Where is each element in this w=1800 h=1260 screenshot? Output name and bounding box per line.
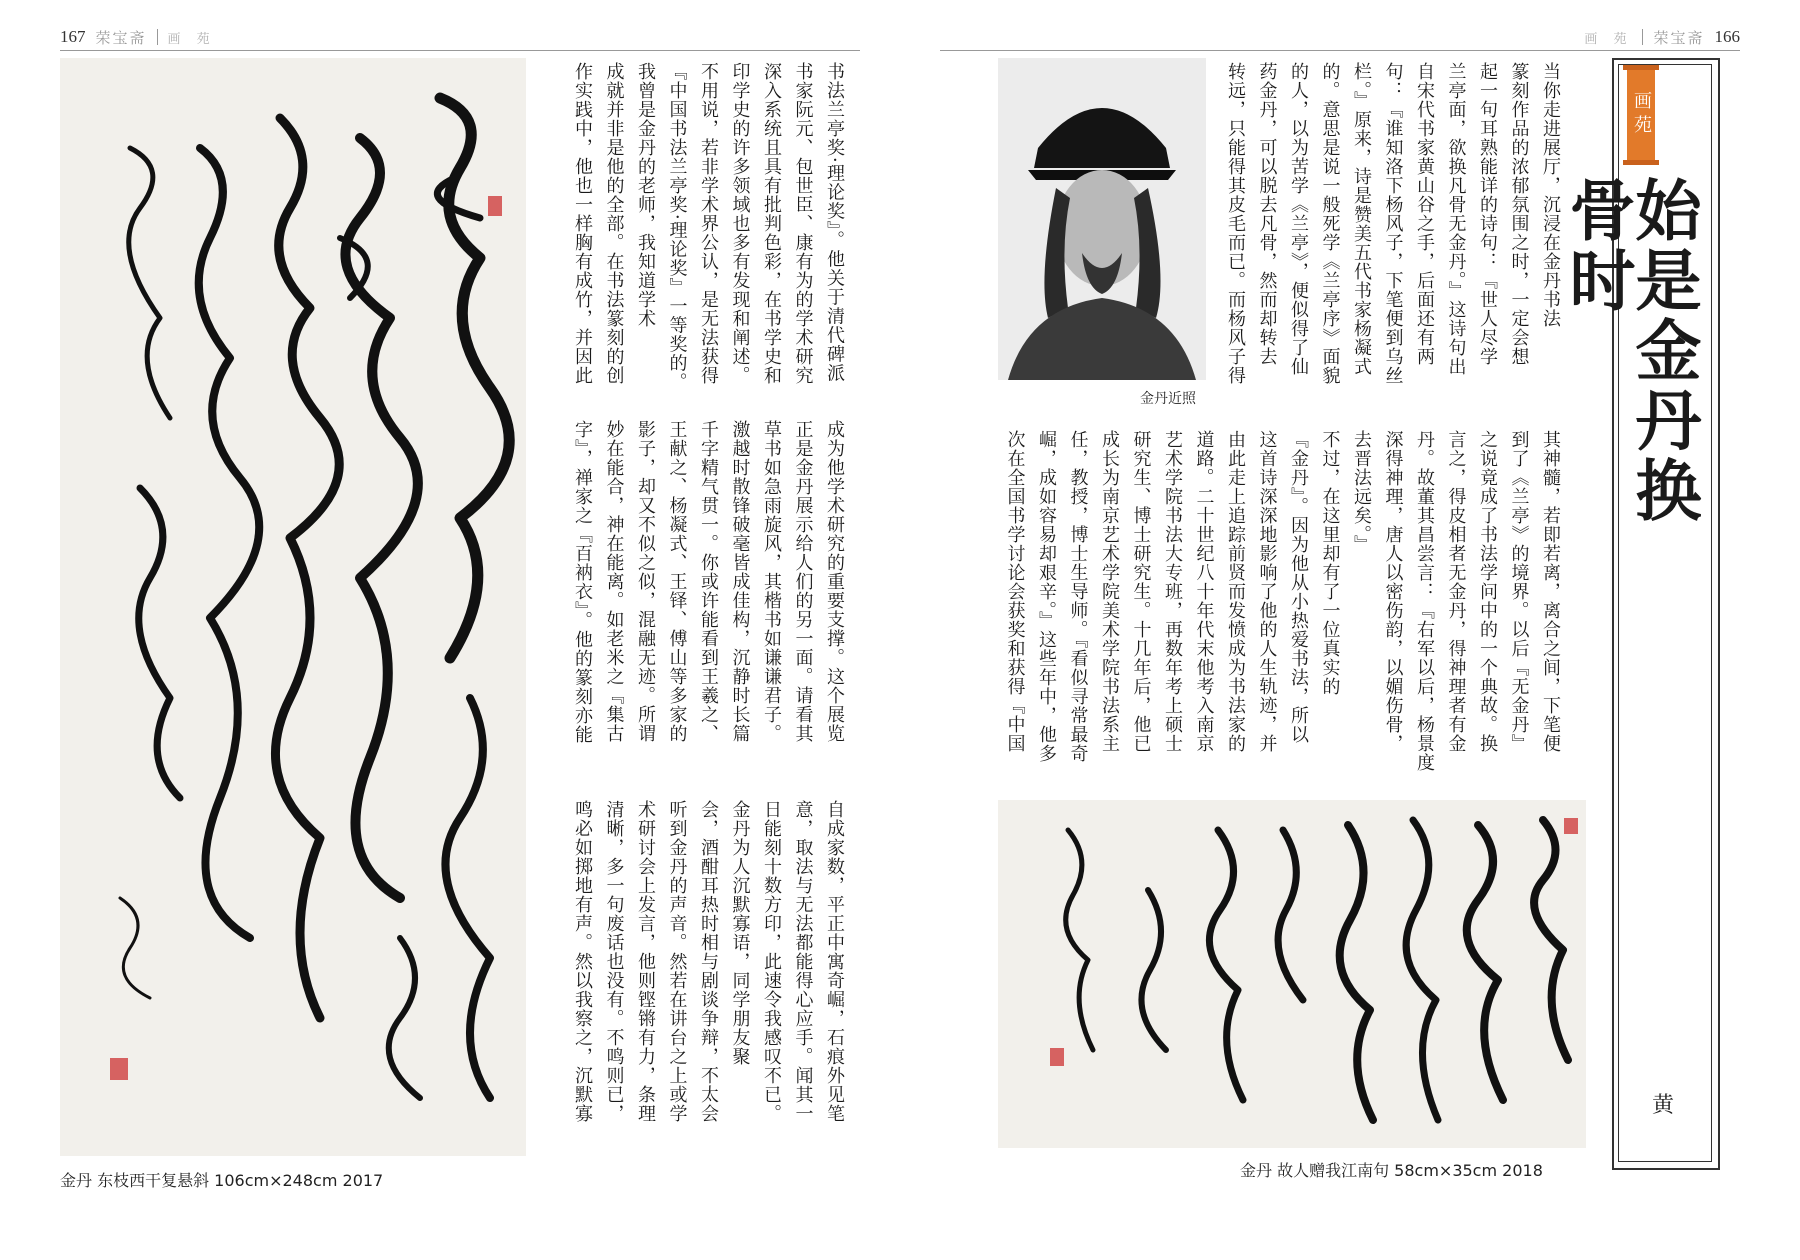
text-column: 去晋法远矣。』 [1351,430,1372,554]
text-column: 言之，得皮相者无金丹，得神理者有金 [1445,430,1467,753]
text-column: 艺术学院书法大专班，再数年考上硕士 [1162,430,1183,753]
page-number: 167 [60,27,86,46]
article-title: 始是金丹换骨时 [1558,176,1702,526]
brand-name: 荣宝斋 [1653,28,1705,47]
text-column: 转远，只能得其皮毛而已。而杨风子得 [1225,62,1246,385]
text-column: 千字精气贯一。你或许能看到王羲之、 [698,420,719,743]
right-header [1584,22,1740,52]
header-rule [60,50,860,51]
text-column: 意，取法与无法都能得心应手。闻其一 [792,800,814,1123]
text-column: 正是金丹展示给人们的另一面。请看其 [792,420,814,743]
right-page [900,0,1800,1260]
seal-stamp-top [1564,818,1578,834]
text-column: 句：『谁知洛下杨风子，下笔便到乌丝 [1382,62,1404,385]
text-column: 成就并非是他的全部。在书法篆刻的创 [603,62,625,385]
text-column: 听到金丹的声音。然若在讲台之上或学 [666,800,688,1123]
text-column: 当你走进展厅，沉浸在金丹书法 [1540,62,1561,328]
text-column: 这首诗深深地影响了他的人生轨迹，并 [1256,430,1278,753]
text-column: 研究生、博士研究生。十几年后，他已 [1130,430,1152,753]
text-column: 丹。故董其昌尝言：『右军以后，杨景度 [1414,430,1435,772]
text-column: 不用说，若非学术界公认，是无法获得 [698,62,719,385]
section-name: 画 苑 [167,31,216,47]
text-column: 之说竟成了书法学问中的一个典故。换 [1477,430,1498,753]
seal-stamp-bottom [110,1058,128,1080]
seal-stamp-bottom [1050,1048,1064,1066]
left-header [60,22,216,52]
text-column: 药金丹，可以脱去凡骨，然而却转去 [1256,62,1278,366]
header-divider [157,29,158,45]
brand-name: 荣宝斋 [95,28,147,47]
text-column: 起一句耳熟能详的诗句：『世人尽学 [1477,62,1498,366]
text-column: 自宋代书家黄山谷之手，后面还有两 [1414,62,1435,366]
text-column: 作实践中，他也一样胸有成竹，并因此 [572,62,593,385]
text-column: 书家阮元、包世臣、康有为的学术研究 [792,62,814,385]
text-column: 清晰，多一句废话也没有。不鸣则已， [603,800,625,1123]
text-column: 日能刻十数方印，此速令我感叹不已。 [761,800,782,1123]
section-tag: 画苑 [1627,70,1655,160]
text-column: 激越时散锋破毫皆成佳构，沉静时长篇 [729,420,751,743]
text-column: 不过，在这里却有了一位真实的 [1319,430,1341,696]
text-column: 草书如急雨旋风，其楷书如谦谦君子。 [761,420,782,743]
text-column: 术研讨会上发言，他则铿锵有力，条理 [635,800,656,1123]
photo-caption: 金丹近照 [1140,391,1196,407]
calligraphy-artwork [60,58,526,1156]
artwork-caption: 金丹 故人赠我江南句 58cm×35cm 2018 [1240,1161,1543,1180]
text-column: 自成家数，平正中寓奇崛，石痕外见笔 [824,800,845,1123]
text-column: 道路。二十世纪八十年代末他考入南京 [1193,430,1215,753]
text-column: 王献之、杨凝式、王铎、傅山等多家的 [666,420,688,743]
portrait-illustration [998,58,1206,380]
page-number: 166 [1714,27,1740,46]
text-column: 其神髓，若即若离，离合之间，下笔便 [1540,430,1561,753]
section-name: 画 苑 [1584,31,1633,47]
text-column: 兰亭面，欲换凡骨无金丹。』这诗句出 [1445,62,1467,376]
text-column: 篆刻作品的浓郁氛围之时，一定会想 [1508,62,1530,366]
text-column: 深得神理，唐人以密伤韵，以媚伤骨， [1382,430,1404,753]
text-column: 栏。』原来，诗是赞美五代书家杨凝式 [1351,62,1372,376]
text-column: 鸣必如掷地有声。然以我察之，沉默寡 [572,800,593,1123]
text-column: 字』，禅家之『百衲衣』。他的篆刻亦能 [572,420,593,744]
seal-stamp-top [488,196,502,216]
text-column: 次在全国书学讨论会获奖和获得『中国 [1004,430,1026,753]
text-column: 影子，却又不似之似，混融无迹。所谓 [635,420,656,743]
text-column: 成长为南京艺术学院美术学院书法系主 [1099,430,1120,753]
text-column: 『金丹』。因为他从小热爱书法，所以 [1288,430,1309,744]
text-column: 由此走上追踪前贤而发愤成为书法家的 [1225,430,1246,753]
text-column: 书法兰亭奖·理论奖』。他关于清代碑派 [824,62,845,383]
text-column: 妙在能合，神在能离。如老米之『集古 [603,420,625,743]
calligraphy-strokes [998,800,1586,1148]
text-column: 金丹为人沉默寡语，同学朋友聚 [729,800,751,1066]
text-column: 的。意思是说一般死学《兰亭序》面貌 [1319,62,1341,385]
text-column: 成为他学术研究的重要支撑。这个展览 [824,420,845,743]
calligraphy-artwork [998,800,1586,1148]
text-column: 深入系统且具有批判色彩，在书学史和 [761,62,782,385]
header-rule [940,50,1740,51]
text-column: 的人，以为苦学《兰亭》，便似得了仙 [1288,62,1309,376]
text-column: 我曾是金丹的老师，我知道学术 [635,62,656,328]
article-author: 黄 [1652,1093,1675,1118]
portrait-photo [998,58,1206,380]
text-column: 崛，成如容易却艰辛。』这些年中，他多 [1036,430,1057,763]
text-column: 会，酒酣耳热时相与剧谈争辩，不太会 [698,800,719,1123]
header-divider [1642,29,1643,45]
text-column: 『中国书法兰亭奖·理论奖』一等奖的。 [666,62,688,392]
text-column: 任，教授，博士生导师。『看似寻常最奇 [1067,430,1089,763]
text-column: 印学史的许多领域也多有发现和阐述。 [729,62,751,385]
calligraphy-strokes [60,58,526,1156]
artwork-caption: 金丹 东枝西干复悬斜 106cm×248cm 2017 [60,1171,384,1190]
text-column: 到了《兰亭》的境界。以后『无金丹』 [1508,430,1530,753]
